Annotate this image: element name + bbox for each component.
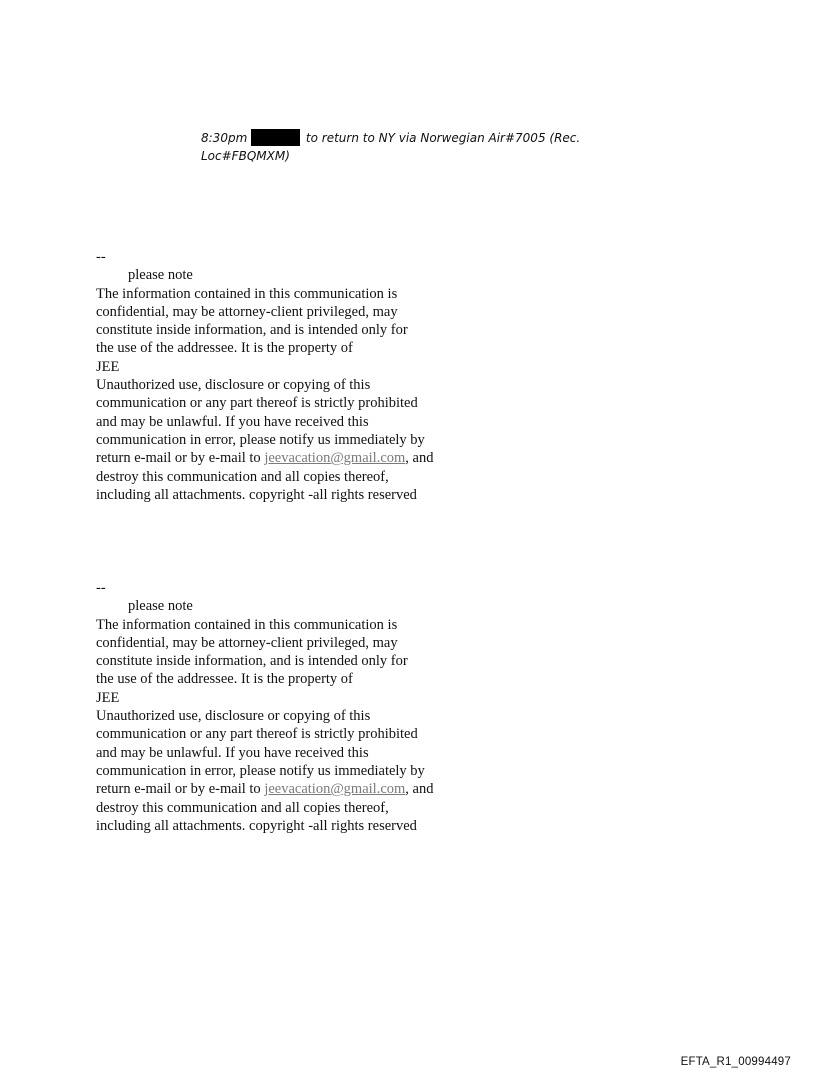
disclaimer-line: constitute inside information, and is intended only for [96, 322, 408, 339]
disclaimer-line: Unauthorized use, disclosure or copying of this [96, 377, 371, 394]
disclaimer-line: and may be unlawful. If you have received this [96, 744, 369, 761]
signature-note: please note [128, 598, 193, 615]
disclaimer-email-line [96, 780, 496, 798]
disclaimer-email-line [96, 449, 496, 467]
email-link[interactable]: jeevacation@gmail.com [264, 781, 406, 798]
disclaimer-line: communication in error, please notify us immediately by [96, 431, 425, 448]
disclaimer-line: the use of the addressee. It is the property of [96, 671, 353, 688]
redaction-box [251, 129, 300, 146]
disclaimer-line: The information contained in this communication is [96, 285, 398, 302]
disclaimer-line: communication or any part thereof is strictly prohibited [96, 726, 418, 743]
disclaimer-line: including all attachments. copyright -all rights reserved [96, 817, 417, 834]
disclaimer-line: JEE [96, 689, 120, 706]
itinerary-text-line1: to return to NY via Norwegian Air#7005 (Rec. [302, 131, 581, 145]
disclaimer-line: constitute inside information, and is intended only for [96, 653, 408, 670]
signature-dashes: -- [96, 580, 106, 596]
disclaimer-line: The information contained in this communication is [96, 616, 398, 633]
signature-note: please note [128, 267, 193, 284]
itinerary-entry [201, 129, 621, 165]
disclaimer-line: destroy this communication and all copies thereof, [96, 799, 389, 816]
itinerary-text-line2: Loc#FBQMXM) [201, 149, 290, 163]
disclaimer-line: Unauthorized use, disclosure or copying of this [96, 708, 371, 725]
signature-dashes: -- [96, 249, 106, 265]
disclaimer-line: and may be unlawful. If you have received this [96, 413, 369, 430]
signature-block-2 [96, 579, 496, 835]
disclaimer-line: communication or any part thereof is strictly prohibited [96, 395, 418, 412]
document-id-footer: EFTA_R1_00994497 [680, 1056, 791, 1068]
itinerary-time: 8:30pm [201, 131, 248, 145]
email-link[interactable]: jeevacation@gmail.com [264, 450, 406, 467]
disclaimer-line: confidential, may be attorney-client privileged, may [96, 303, 398, 320]
email-prefix: return e-mail or by e-mail to [96, 781, 265, 798]
disclaimer-line: JEE [96, 358, 120, 375]
disclaimer-line: communication in error, please notify us immediately by [96, 762, 425, 779]
disclaimer-line: the use of the addressee. It is the property of [96, 340, 353, 357]
disclaimer-line: destroy this communication and all copies thereof, [96, 468, 389, 485]
email-prefix: return e-mail or by e-mail to [96, 450, 265, 467]
disclaimer-line: including all attachments. copyright -all rights reserved [96, 486, 417, 503]
disclaimer-line: confidential, may be attorney-client privileged, may [96, 634, 398, 651]
signature-block-1 [96, 248, 496, 504]
email-suffix: , and [405, 781, 434, 798]
email-suffix: , and [405, 450, 434, 467]
